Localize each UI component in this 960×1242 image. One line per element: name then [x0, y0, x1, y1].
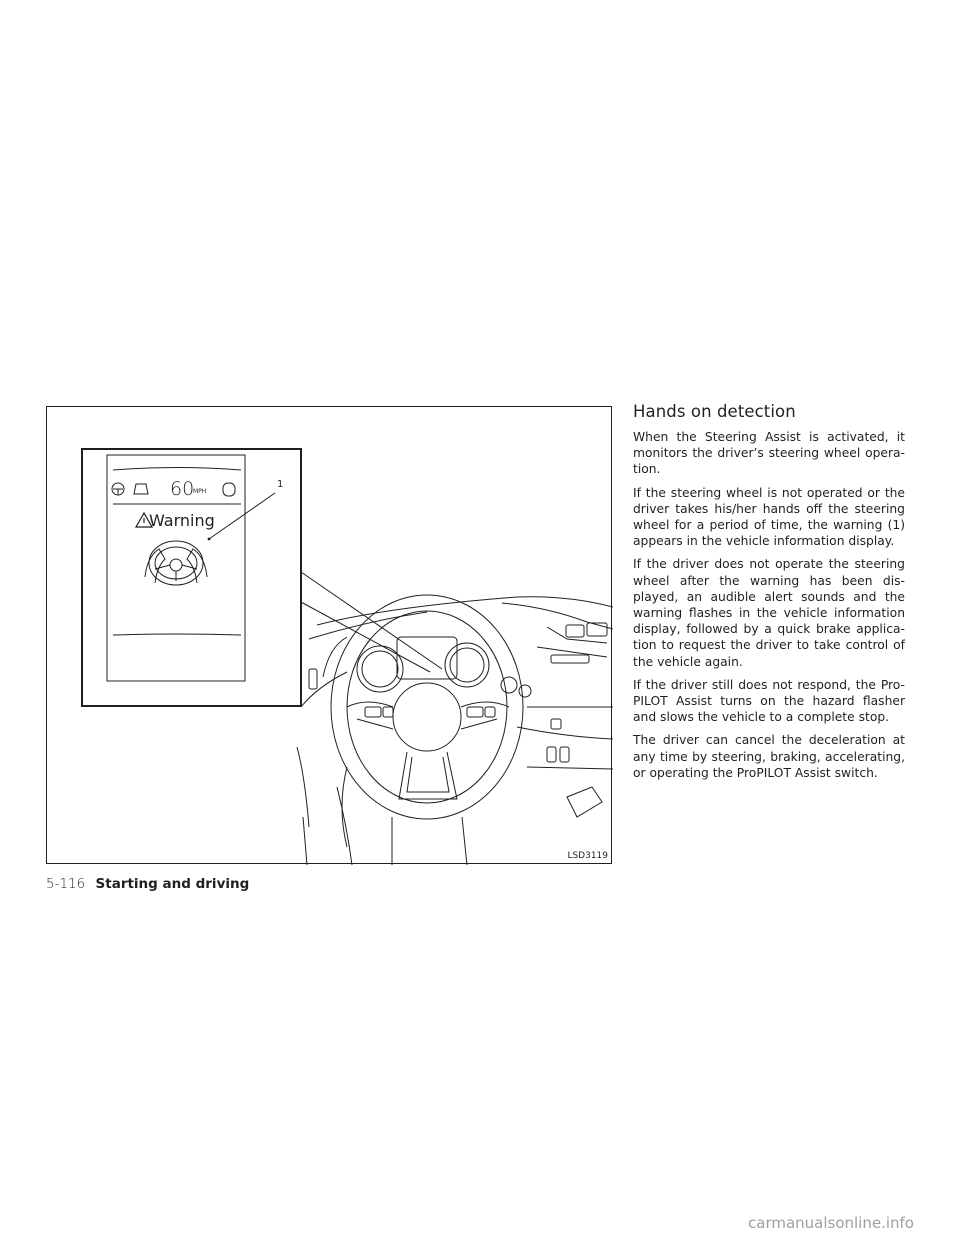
- watermark: carmanualsonline.info: [748, 1214, 914, 1232]
- section-heading: Hands on detection: [633, 402, 796, 421]
- text-column: [633, 402, 905, 788]
- dashboard-line-drawing: [47, 407, 613, 865]
- figure-code: LSD3119: [567, 851, 608, 861]
- warning-label: Warning: [149, 511, 215, 530]
- illustration-figure: [46, 406, 612, 864]
- callout-number: 1: [277, 479, 284, 490]
- paragraph: If the driver does not operate the steering wheel after the warning has been dis-played, an audible alert sounds and the warning flashes in the vehicle information display, followed by a quick brake applica-tion to request the driver to take control of the vehicle again.: [633, 557, 905, 669]
- speed-unit: MPH: [193, 488, 207, 495]
- paragraph: The driver can cancel the deceleration at any time by steering, braking, accelerating, or operating the ProPILOT Assist switch.: [633, 733, 905, 780]
- paragraph: If the steering wheel is not operated or the driver takes his/her hands off the steering wheel for a period of time, the warning (1) appears in the vehicle information display.: [633, 485, 905, 549]
- paragraph: When the Steering Assist is activated, it monitors the driver’s steering wheel opera-tion.: [633, 430, 905, 477]
- section-title: Starting and driving: [95, 876, 250, 892]
- page-number: 5-116: [46, 876, 86, 892]
- page-footer: [46, 876, 249, 892]
- speed-readout: 60: [170, 478, 195, 500]
- paragraph: If the driver still does not respond, the Pro-PILOT Assist turns on the hazard flasher and slows the vehicle to a complete stop.: [633, 677, 905, 725]
